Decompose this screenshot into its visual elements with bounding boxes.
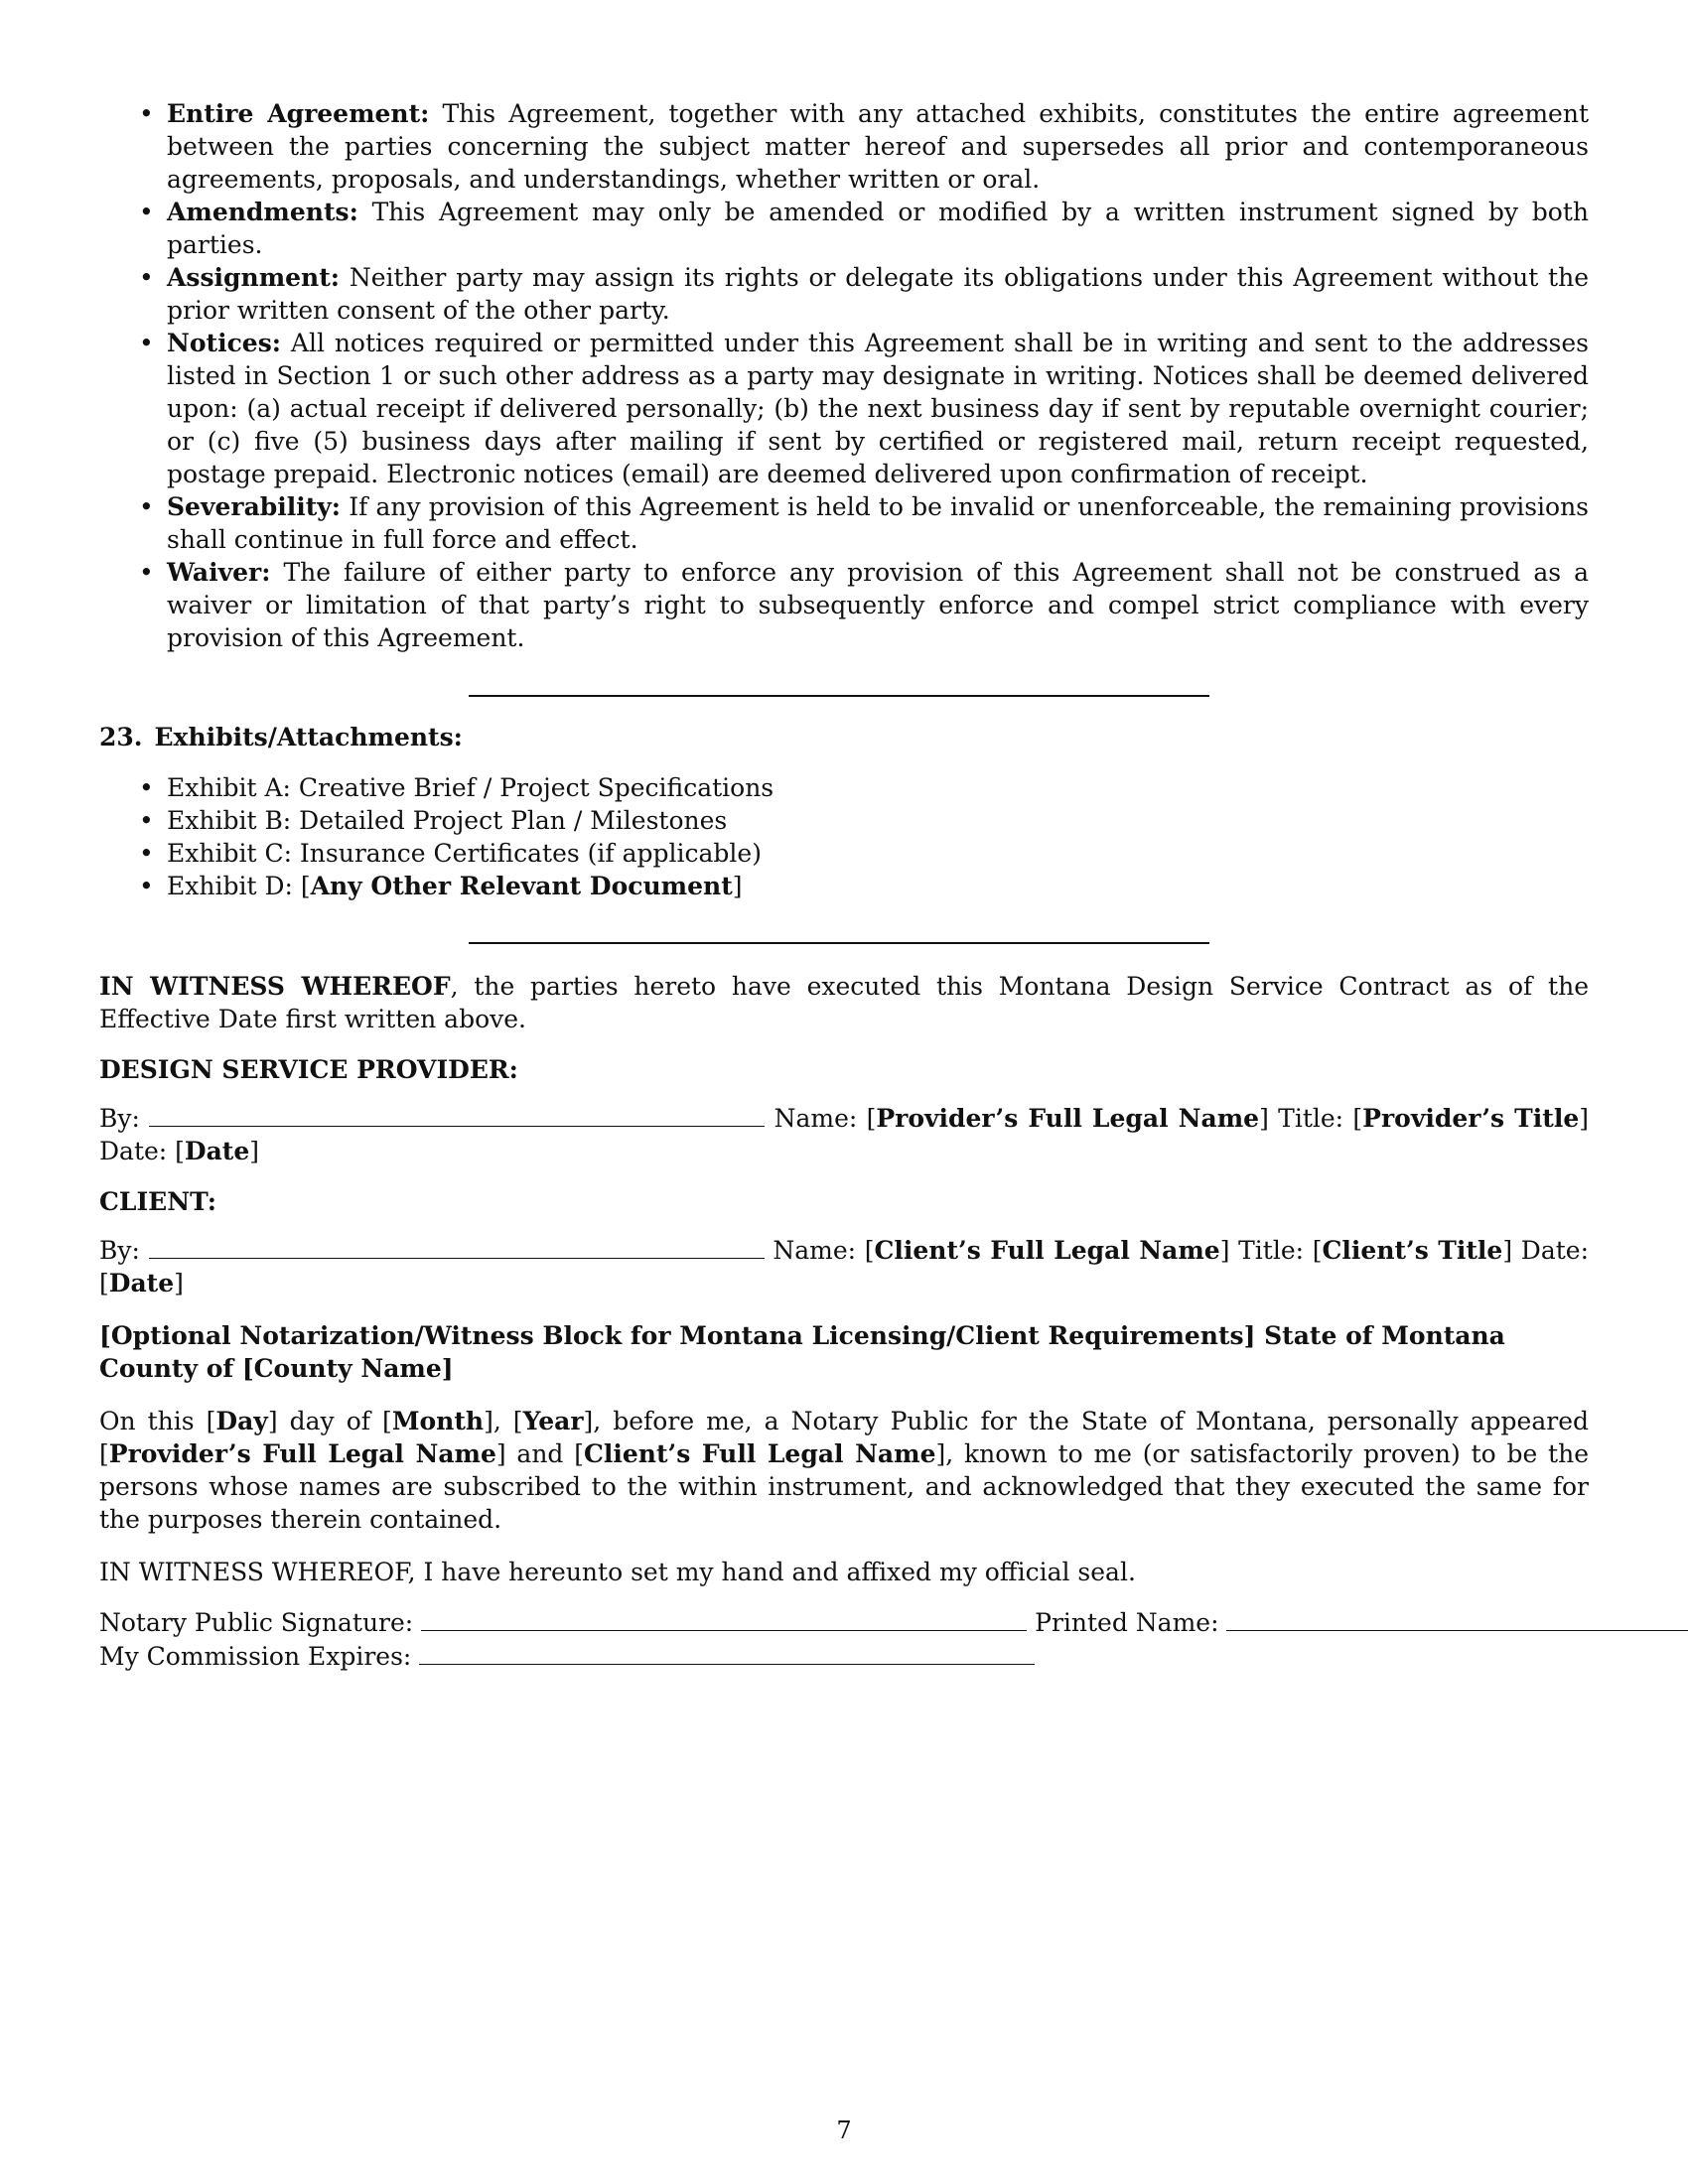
ack-text: ], before me, a Notary Public for the State of Montana, personally appeared [ bbox=[99, 1407, 1590, 1468]
section-divider bbox=[469, 942, 1209, 944]
notary-signature-label: Notary Public Signature: bbox=[99, 1608, 414, 1637]
provider-signature-row bbox=[99, 1102, 1589, 1167]
ack-text: ], known to me (or satisfactorily proven) to be the persons whose names are subscribed to the within instrument, and acknowledged that they executed the same for the purposes therein contained. bbox=[99, 1439, 1589, 1534]
notary-signature-block bbox=[99, 1606, 1589, 1674]
section-divider bbox=[469, 695, 1209, 697]
exhibit-item bbox=[167, 837, 1589, 870]
day-placeholder: Day bbox=[215, 1407, 268, 1435]
exhibit-placeholder: Any Other Relevant Document bbox=[310, 872, 733, 900]
clause-term: Notices: bbox=[167, 329, 282, 357]
provider-heading: DESIGN SERVICE PROVIDER: bbox=[99, 1055, 518, 1084]
clause-term: Entire Agreement: bbox=[167, 99, 430, 128]
clause-severability bbox=[167, 490, 1589, 556]
by-label: By: bbox=[99, 1104, 140, 1133]
notary-acknowledgment bbox=[99, 1405, 1589, 1536]
name-label: Name: [ bbox=[774, 1104, 877, 1133]
by-label: By: bbox=[99, 1236, 140, 1265]
provider-date-placeholder: Date bbox=[184, 1137, 250, 1165]
commission-row bbox=[99, 1640, 1589, 1674]
clause-term: Amendments: bbox=[167, 198, 358, 226]
exhibit-item bbox=[167, 771, 1589, 804]
exhibit-label: Exhibit A: Creative Brief / Project Specifications bbox=[167, 773, 774, 802]
client-date-placeholder: Date bbox=[108, 1269, 175, 1297]
clause-assignment bbox=[167, 261, 1589, 327]
page-number: 7 bbox=[836, 2116, 852, 2144]
exhibit-label: Exhibit D: [ bbox=[167, 872, 311, 900]
client-name-placeholder: Client’s Full Legal Name bbox=[874, 1236, 1220, 1265]
section-title: Exhibits/Attachments: bbox=[154, 723, 463, 751]
exhibit-item bbox=[167, 870, 1589, 902]
clause-text: This Agreement, together with any attached exhibits, constitutes the entire agreement between the parties concerning the subject matter hereof and supersedes all prior and contemporaneous agreements, proposals, and understandings, whether written or oral. bbox=[167, 99, 1589, 194]
date-label: ] Date: [ bbox=[99, 1236, 1589, 1297]
provider-name-placeholder: Provider’s Full Legal Name bbox=[876, 1104, 1260, 1133]
month-placeholder: Month bbox=[391, 1407, 485, 1435]
clause-entire-agreement bbox=[167, 97, 1589, 196]
witness-text: , the parties hereto have executed this Montana Design Service Contract as of the Effective Date first written above. bbox=[99, 972, 1589, 1033]
date-label: Date: [ bbox=[99, 1137, 185, 1165]
notary-signature-row bbox=[99, 1606, 1589, 1640]
clause-term: Assignment: bbox=[167, 263, 341, 292]
clause-term: Severability: bbox=[167, 492, 342, 521]
bracket-close: ] bbox=[249, 1137, 260, 1165]
name-label: Name: [ bbox=[773, 1236, 875, 1265]
clause-text: Neither party may assign its rights or delegate its obligations under this Agreement without the prior written consent of the other party. bbox=[167, 263, 1589, 325]
clause-text: The failure of either party to enforce any provision of this Agreement shall not be construed as a waiver or limitation of that party’s right to subsequently enforce and compel strict compliance with every provision of this Agreement. bbox=[167, 558, 1589, 652]
clause-text: If any provision of this Agreement is held to be invalid or unenforceable, the remaining provisions shall continue in full force and effect. bbox=[167, 492, 1590, 554]
clause-notices bbox=[167, 327, 1589, 490]
provider-name-placeholder: Provider’s Full Legal Name bbox=[108, 1439, 496, 1468]
notary-signature-line[interactable] bbox=[421, 1608, 1027, 1631]
ack-text: ] and [ bbox=[495, 1439, 584, 1468]
section-23-heading bbox=[99, 721, 1589, 753]
ack-text: ], [ bbox=[484, 1407, 523, 1435]
title-label: ] Title: [ bbox=[1259, 1104, 1363, 1133]
client-signature-line[interactable] bbox=[149, 1236, 765, 1259]
clause-text: All notices required or permitted under this Agreement shall be in writing and sent to the addresses listed in Section 1 or such other address as a party may designate in writing. Notices shall be deemed delivered upon: (a) actual receipt if delivered personally; (b) the next business day if sent by reputable overnight courier; or (c) five (5) business days after mailing if sent by certified or registered mail, return receipt requested, postage prepaid. Electronic notices (email) are deemed delivered upon confirmation of receipt. bbox=[167, 329, 1589, 488]
clause-term: Waiver: bbox=[167, 558, 271, 587]
document-page bbox=[99, 97, 1589, 1674]
clause-waiver bbox=[167, 556, 1589, 654]
commission-expiry-line[interactable] bbox=[419, 1642, 1035, 1665]
provider-title-placeholder: Provider’s Title bbox=[1362, 1104, 1580, 1133]
exhibit-label: Exhibit B: Detailed Project Plan / Milestones bbox=[167, 806, 728, 835]
commission-label: My Commission Expires: bbox=[99, 1642, 412, 1671]
general-provisions-list bbox=[99, 97, 1589, 654]
client-heading: CLIENT: bbox=[99, 1187, 217, 1216]
section-number: 23. bbox=[99, 723, 143, 751]
client-name-placeholder: Client’s Full Legal Name bbox=[583, 1439, 936, 1468]
title-label: ] Title: [ bbox=[1219, 1236, 1323, 1265]
year-placeholder: Year bbox=[522, 1407, 584, 1435]
bracket-close: ] bbox=[1579, 1104, 1589, 1133]
exhibit-label: Exhibit C: Insurance Certificates (if applicable) bbox=[167, 839, 762, 868]
ack-text: On this [ bbox=[99, 1407, 216, 1435]
notary-seal-statement: IN WITNESS WHEREOF, I have hereunto set my hand and affixed my official seal. bbox=[99, 1558, 1136, 1586]
notary-heading: [Optional Notarization/Witness Block for Montana Licensing/Client Requirements] State of Montana County of [County Name] bbox=[99, 1321, 1505, 1383]
exhibits-list bbox=[99, 771, 1589, 902]
exhibit-item bbox=[167, 804, 1589, 837]
exhibit-suffix: ] bbox=[732, 872, 743, 900]
ack-text: ] day of [ bbox=[267, 1407, 392, 1435]
printed-name-label: Printed Name: bbox=[1035, 1608, 1219, 1637]
client-title-placeholder: Client’s Title bbox=[1322, 1236, 1503, 1265]
witness-paragraph bbox=[99, 970, 1589, 1035]
bracket-close: ] bbox=[174, 1269, 184, 1297]
clause-amendments bbox=[167, 196, 1589, 261]
client-signature-row bbox=[99, 1234, 1589, 1299]
witness-lead: IN WITNESS WHEREOF bbox=[99, 972, 451, 1001]
clause-text: This Agreement may only be amended or modified by a written instrument signed by both parties. bbox=[167, 198, 1589, 259]
provider-signature-line[interactable] bbox=[149, 1104, 765, 1127]
printed-name-line[interactable] bbox=[1226, 1608, 1688, 1631]
